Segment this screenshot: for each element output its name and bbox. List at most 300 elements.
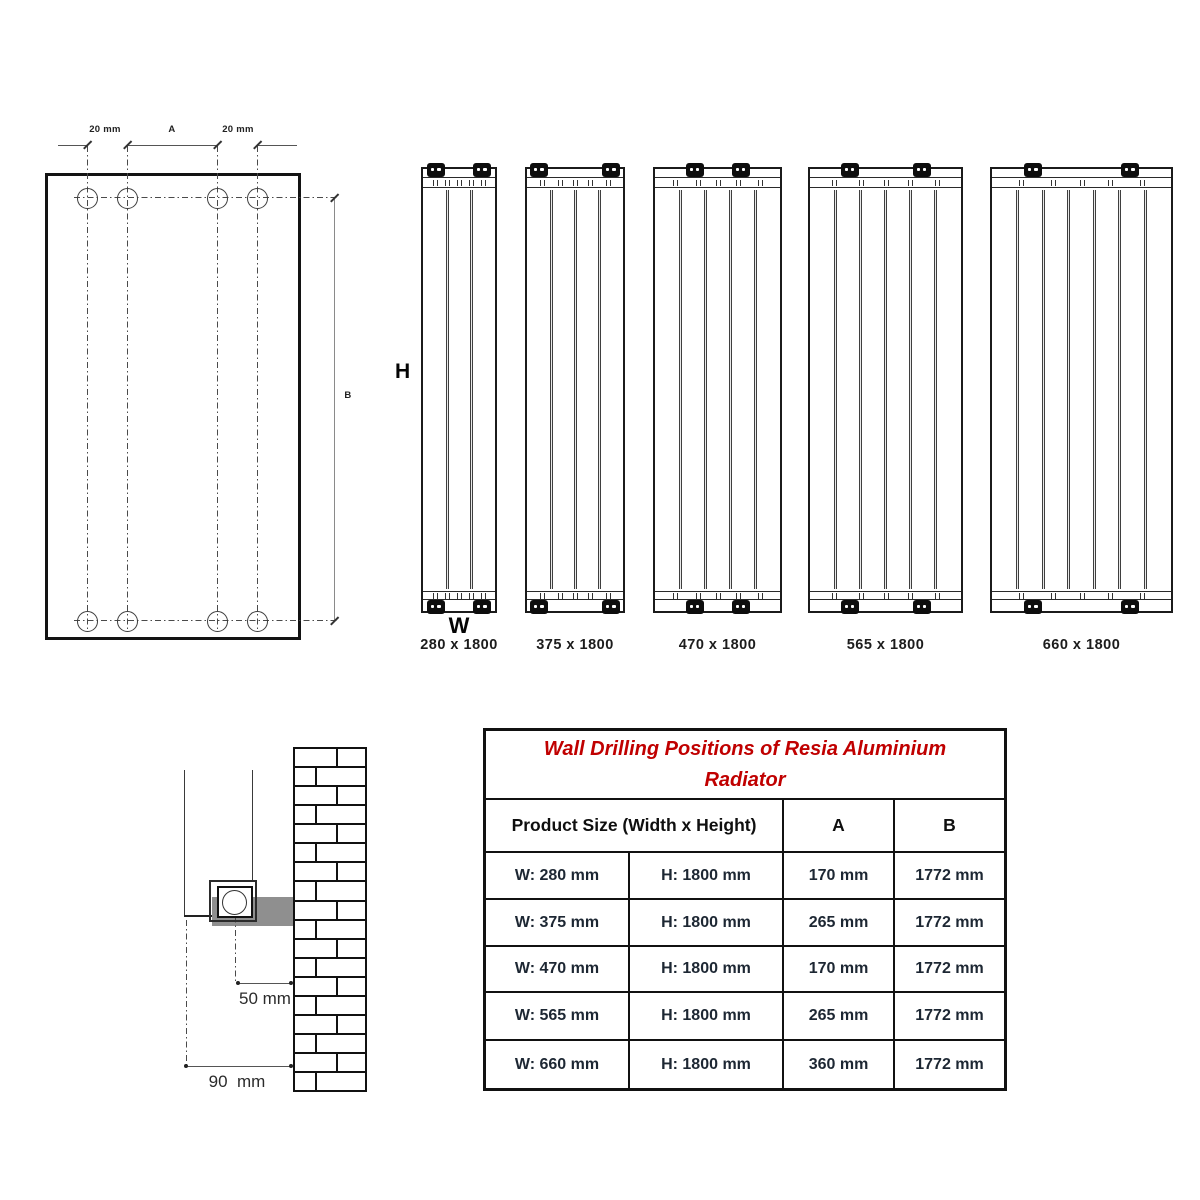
tab-hole-dot bbox=[612, 168, 615, 171]
spec-table bbox=[483, 728, 1007, 1091]
collector-tick bbox=[700, 180, 701, 186]
brick-row bbox=[295, 882, 365, 901]
tab-hole-dot bbox=[1034, 605, 1037, 608]
collector-tick bbox=[588, 593, 589, 599]
collector-tick bbox=[720, 593, 721, 599]
collector-tick bbox=[935, 180, 936, 186]
tube-line bbox=[934, 190, 937, 589]
collector-tick bbox=[859, 180, 860, 186]
collector-tick bbox=[562, 593, 563, 599]
brick-row bbox=[295, 844, 365, 863]
spec-cell-b: 1772 mm bbox=[895, 947, 1004, 993]
collector-tick bbox=[939, 593, 940, 599]
dim-arrow bbox=[236, 981, 240, 985]
drill-hole bbox=[207, 611, 228, 632]
tube-line bbox=[574, 190, 577, 589]
collector-tick bbox=[573, 180, 574, 186]
mounting-tab-icon bbox=[427, 163, 445, 177]
collector-tick bbox=[884, 180, 885, 186]
radiator-body bbox=[653, 167, 782, 613]
spec-cell-b: 1772 mm bbox=[895, 900, 1004, 947]
collector-tick bbox=[908, 180, 909, 186]
collector-tick bbox=[939, 180, 940, 186]
tube-line bbox=[1042, 190, 1045, 589]
tube-line bbox=[598, 190, 601, 589]
mounting-tab-icon bbox=[473, 600, 491, 614]
collector-tick bbox=[836, 180, 837, 186]
collector-tick bbox=[457, 593, 458, 599]
footer-tick-strip bbox=[992, 591, 1171, 600]
collector-tick bbox=[736, 180, 737, 186]
brick-joint bbox=[315, 1035, 317, 1052]
tube-line bbox=[550, 190, 553, 589]
collector-tick bbox=[1080, 593, 1081, 599]
brick-row bbox=[295, 1073, 365, 1090]
tab-hole-dot bbox=[1034, 168, 1037, 171]
collector-tick bbox=[445, 593, 446, 599]
footer-tick-strip bbox=[423, 591, 495, 600]
tab-hole-dot bbox=[534, 605, 537, 608]
radiator-size-label: 375 x 1800 bbox=[536, 637, 614, 653]
tab-hole-dot bbox=[431, 605, 434, 608]
collector-tick bbox=[740, 593, 741, 599]
spec-cell-h: H: 1800 mm bbox=[630, 853, 784, 900]
brick-joint bbox=[315, 921, 317, 938]
tube-line bbox=[1067, 190, 1070, 589]
spec-table-title: Wall Drilling Positions of Resia Aluminium Radiator bbox=[486, 731, 1004, 800]
collector-tick bbox=[461, 180, 462, 186]
spec-cell-w: W: 470 mm bbox=[486, 947, 630, 993]
collector-tick bbox=[1144, 180, 1145, 186]
dim-arrow bbox=[289, 981, 293, 985]
header-line bbox=[527, 177, 623, 178]
mounting-tab-icon bbox=[686, 600, 704, 614]
header-line bbox=[810, 177, 961, 178]
mounting-tab-icon bbox=[602, 600, 620, 614]
radiator-model-375 bbox=[525, 163, 625, 658]
brick-row bbox=[295, 902, 365, 921]
collector-tick bbox=[673, 593, 674, 599]
tab-hole-dot bbox=[437, 168, 440, 171]
collector-tick bbox=[673, 180, 674, 186]
height-axis-label: H bbox=[395, 360, 411, 383]
tube-line bbox=[1093, 190, 1096, 589]
collector-tick bbox=[540, 180, 541, 186]
brick-joint bbox=[315, 768, 317, 785]
mounting-tab-icon bbox=[1121, 163, 1139, 177]
brick-row bbox=[295, 1016, 365, 1035]
brick-row bbox=[295, 997, 365, 1016]
drill-hole bbox=[77, 188, 98, 209]
brick-joint bbox=[315, 844, 317, 861]
collector-tick bbox=[558, 593, 559, 599]
tube-line bbox=[1016, 190, 1019, 589]
dim-line-90mm bbox=[186, 1066, 292, 1067]
spec-cell-a: 265 mm bbox=[784, 900, 895, 947]
collector-tick bbox=[1055, 593, 1056, 599]
spec-cell-a: 170 mm bbox=[784, 947, 895, 993]
collector-tick bbox=[1108, 180, 1109, 186]
header-tick-strip bbox=[527, 179, 623, 188]
collector-tick bbox=[433, 180, 434, 186]
collector-tick bbox=[544, 180, 545, 186]
spec-cell-h: H: 1800 mm bbox=[630, 993, 784, 1041]
tab-hole-dot bbox=[606, 168, 609, 171]
collector-tick bbox=[610, 180, 611, 186]
collector-tick bbox=[485, 593, 486, 599]
collector-tick bbox=[573, 593, 574, 599]
brick-joint bbox=[315, 882, 317, 899]
centerline-bottom-row bbox=[74, 620, 337, 621]
collector-tick bbox=[469, 180, 470, 186]
tab-hole-dot bbox=[612, 605, 615, 608]
dim-line-right-leadin bbox=[257, 145, 297, 146]
tube-line bbox=[884, 190, 887, 589]
collector-tick bbox=[485, 180, 486, 186]
mounting-tab-icon bbox=[602, 163, 620, 177]
radiator-model-660 bbox=[990, 163, 1173, 658]
brick-row bbox=[295, 921, 365, 940]
tab-hole-dot bbox=[917, 605, 920, 608]
header-tick-strip bbox=[992, 179, 1171, 188]
dim-line-left-leadin bbox=[58, 145, 87, 146]
mounting-tab-icon bbox=[732, 163, 750, 177]
centerline-hole-1 bbox=[87, 146, 88, 632]
footer-tick-strip bbox=[810, 591, 961, 600]
drill-hole bbox=[117, 611, 138, 632]
collector-tick bbox=[1023, 593, 1024, 599]
brick-row bbox=[295, 749, 365, 768]
tab-hole-dot bbox=[540, 168, 543, 171]
dim-label-b: B bbox=[344, 390, 352, 401]
centerline-hole-4 bbox=[257, 146, 258, 632]
tab-hole-dot bbox=[477, 605, 480, 608]
brick-joint bbox=[315, 959, 317, 976]
tab-hole-dot bbox=[540, 605, 543, 608]
col-header-b: B bbox=[895, 800, 1004, 853]
tube-line bbox=[1144, 190, 1147, 589]
tube-line bbox=[446, 190, 449, 589]
mounting-tab-icon bbox=[841, 600, 859, 614]
spec-cell-a: 170 mm bbox=[784, 853, 895, 900]
mounting-tab-icon bbox=[686, 163, 704, 177]
mounting-tab-icon bbox=[1024, 163, 1042, 177]
collector-tick bbox=[863, 180, 864, 186]
brick-row bbox=[295, 978, 365, 997]
collector-tick bbox=[433, 593, 434, 599]
brick-row bbox=[295, 1054, 365, 1073]
tab-hole-dot bbox=[483, 168, 486, 171]
collector-tick bbox=[437, 593, 438, 599]
tube-line bbox=[470, 190, 473, 589]
spec-cell-a: 265 mm bbox=[784, 993, 895, 1041]
collector-tick bbox=[437, 180, 438, 186]
spec-cell-w: W: 375 mm bbox=[486, 900, 630, 947]
dim-arrow bbox=[289, 1064, 293, 1068]
collector-tick bbox=[1051, 593, 1052, 599]
brick-joint bbox=[336, 902, 338, 919]
tab-hole-dot bbox=[1028, 605, 1031, 608]
radiator-outline-rect bbox=[45, 173, 301, 640]
collector-tick bbox=[677, 593, 678, 599]
dim-line-b bbox=[334, 198, 335, 621]
collector-tick bbox=[935, 593, 936, 599]
collector-tick bbox=[740, 180, 741, 186]
mounting-tab-icon bbox=[1024, 600, 1042, 614]
brick-row bbox=[295, 787, 365, 806]
brick-joint bbox=[336, 863, 338, 880]
radiator-model-280 bbox=[421, 163, 497, 658]
brick-joint bbox=[336, 1016, 338, 1033]
collector-tick bbox=[1055, 180, 1056, 186]
dim-label-a: A bbox=[168, 124, 176, 135]
collector-tick bbox=[606, 180, 607, 186]
collector-tick bbox=[912, 180, 913, 186]
bracket-clamp bbox=[217, 886, 253, 918]
dim-label-90mm: 90 mm bbox=[208, 1072, 266, 1091]
tab-hole-dot bbox=[1028, 168, 1031, 171]
collector-tick bbox=[577, 180, 578, 186]
radiator-panel-front-line bbox=[184, 770, 186, 916]
collector-tick bbox=[677, 180, 678, 186]
tab-hole-dot bbox=[696, 168, 699, 171]
tab-hole-dot bbox=[923, 605, 926, 608]
mounting-tab-icon bbox=[1121, 600, 1139, 614]
collector-tick bbox=[716, 593, 717, 599]
drill-hole bbox=[247, 188, 268, 209]
tab-hole-dot bbox=[1131, 168, 1134, 171]
collector-tick bbox=[481, 593, 482, 599]
collector-tick bbox=[1051, 180, 1052, 186]
collector-tick bbox=[562, 180, 563, 186]
centerline-hole-3 bbox=[217, 146, 218, 632]
tab-hole-dot bbox=[742, 168, 745, 171]
header-tick-strip bbox=[810, 179, 961, 188]
tab-hole-dot bbox=[1125, 605, 1128, 608]
tube-line bbox=[754, 190, 757, 589]
brick-row bbox=[295, 959, 365, 978]
collector-tick bbox=[445, 180, 446, 186]
collector-tick bbox=[696, 180, 697, 186]
collector-tick bbox=[863, 593, 864, 599]
collector-tick bbox=[577, 593, 578, 599]
collector-tick bbox=[1140, 180, 1141, 186]
tab-hole-dot bbox=[845, 168, 848, 171]
brick-joint bbox=[315, 997, 317, 1014]
radiator-model-470 bbox=[653, 163, 782, 658]
tab-hole-dot bbox=[736, 605, 739, 608]
spec-cell-a: 360 mm bbox=[784, 1041, 895, 1088]
collector-tick bbox=[481, 180, 482, 186]
header-tick-strip bbox=[423, 179, 495, 188]
mounting-tab-icon bbox=[530, 163, 548, 177]
footer-tick-strip bbox=[655, 591, 780, 600]
mounting-tab-icon bbox=[841, 163, 859, 177]
tab-hole-dot bbox=[917, 168, 920, 171]
header-line bbox=[992, 177, 1171, 178]
spec-cell-b: 1772 mm bbox=[915, 1055, 984, 1073]
col-header-a: A bbox=[784, 800, 895, 853]
drill-hole bbox=[77, 611, 98, 632]
collector-tick bbox=[558, 180, 559, 186]
tube-line bbox=[834, 190, 837, 589]
brick-joint bbox=[336, 940, 338, 957]
brick-row bbox=[295, 1035, 365, 1054]
header-tick-strip bbox=[655, 179, 780, 188]
dim-arrow bbox=[184, 1064, 188, 1068]
tube-line bbox=[704, 190, 707, 589]
mounting-tab-icon bbox=[427, 600, 445, 614]
collector-tick bbox=[1080, 180, 1081, 186]
collector-tick bbox=[762, 593, 763, 599]
tube-line bbox=[1118, 190, 1121, 589]
dim-label-50mm: 50 mm bbox=[239, 989, 291, 1008]
dim-label-20mm-right: 20 mm bbox=[222, 124, 254, 135]
collector-tick bbox=[1084, 593, 1085, 599]
brick-joint bbox=[315, 1073, 317, 1090]
brick-joint bbox=[336, 978, 338, 995]
centerline-top-row bbox=[74, 197, 337, 198]
spec-cell-h: H: 1800 mm bbox=[630, 1041, 784, 1088]
collector-tick bbox=[836, 593, 837, 599]
collector-tick bbox=[758, 593, 759, 599]
front-face-witness-line bbox=[186, 920, 187, 1068]
collector-tick bbox=[1112, 593, 1113, 599]
spec-cell-w: W: 565 mm bbox=[486, 993, 630, 1041]
collector-tick bbox=[1112, 180, 1113, 186]
radiator-body bbox=[421, 167, 497, 613]
spec-cell-w: W: 280 mm bbox=[486, 853, 630, 900]
tab-hole-dot bbox=[690, 168, 693, 171]
collector-tick bbox=[859, 593, 860, 599]
tab-hole-dot bbox=[431, 168, 434, 171]
collector-tick bbox=[592, 180, 593, 186]
spec-cell-h: H: 1800 mm bbox=[630, 900, 784, 947]
collector-tick bbox=[610, 593, 611, 599]
tab-hole-dot bbox=[1125, 168, 1128, 171]
collector-tick bbox=[1108, 593, 1109, 599]
collector-tick bbox=[888, 593, 889, 599]
mounting-tab-icon bbox=[732, 600, 750, 614]
drill-hole bbox=[207, 188, 228, 209]
brick-joint bbox=[336, 787, 338, 804]
collector-tick bbox=[540, 593, 541, 599]
tab-hole-dot bbox=[690, 605, 693, 608]
collector-tick bbox=[588, 180, 589, 186]
collector-tick bbox=[457, 180, 458, 186]
drill-hole bbox=[117, 188, 138, 209]
dim-line-a bbox=[127, 145, 217, 146]
collector-tick bbox=[592, 593, 593, 599]
collector-tick bbox=[473, 180, 474, 186]
tab-hole-dot bbox=[923, 168, 926, 171]
brick-joint bbox=[336, 825, 338, 842]
dim-line-50mm bbox=[238, 983, 292, 984]
collector-tick bbox=[700, 593, 701, 599]
tab-hole-dot bbox=[742, 605, 745, 608]
footer-tick-strip bbox=[527, 591, 623, 600]
brick-wall bbox=[293, 747, 367, 1092]
spec-cell-h: H: 1800 mm bbox=[630, 947, 784, 993]
radiator-size-label: 565 x 1800 bbox=[846, 637, 925, 653]
collector-tick bbox=[1023, 180, 1024, 186]
mounting-tab-icon bbox=[473, 163, 491, 177]
collector-tick bbox=[716, 180, 717, 186]
drill-hole bbox=[247, 611, 268, 632]
col-header-product-size: Product Size (Width x Height) bbox=[486, 800, 784, 853]
tab-hole-dot bbox=[736, 168, 739, 171]
width-axis-label: W bbox=[448, 613, 470, 638]
collector-tick bbox=[696, 593, 697, 599]
tab-hole-dot bbox=[845, 605, 848, 608]
collector-tick bbox=[762, 180, 763, 186]
collector-tick bbox=[908, 593, 909, 599]
collector-tick bbox=[544, 593, 545, 599]
brick-joint bbox=[336, 749, 338, 766]
collector-tick bbox=[1140, 593, 1141, 599]
brick-row bbox=[295, 863, 365, 882]
tube-line bbox=[729, 190, 732, 589]
collector-tick bbox=[912, 593, 913, 599]
dim-label-20mm-left: 20 mm bbox=[89, 124, 121, 135]
brick-row bbox=[295, 825, 365, 844]
collector-tick bbox=[469, 593, 470, 599]
collector-tick bbox=[449, 180, 450, 186]
collector-tick bbox=[884, 593, 885, 599]
brick-joint bbox=[336, 1054, 338, 1071]
collector-tick bbox=[606, 593, 607, 599]
tube-line bbox=[679, 190, 682, 589]
centerline-hole-2 bbox=[127, 146, 128, 632]
header-line bbox=[655, 177, 780, 178]
radiator-panel-back-line bbox=[252, 770, 254, 881]
collector-tick bbox=[832, 180, 833, 186]
collector-tick bbox=[758, 180, 759, 186]
tube-cross-section-icon bbox=[222, 890, 247, 915]
mounting-tab-icon bbox=[913, 600, 931, 614]
collector-tick bbox=[461, 593, 462, 599]
radiator-size-label: 470 x 1800 bbox=[678, 637, 757, 653]
tab-hole-dot bbox=[477, 168, 480, 171]
tab-hole-dot bbox=[851, 605, 854, 608]
tab-hole-dot bbox=[851, 168, 854, 171]
collector-tick bbox=[1144, 593, 1145, 599]
brick-row bbox=[295, 940, 365, 959]
tab-hole-dot bbox=[534, 168, 537, 171]
tab-hole-dot bbox=[606, 605, 609, 608]
collector-tick bbox=[832, 593, 833, 599]
collector-tick bbox=[449, 593, 450, 599]
tube-line bbox=[909, 190, 912, 589]
collector-tick bbox=[720, 180, 721, 186]
brick-joint bbox=[315, 806, 317, 823]
collector-tick bbox=[736, 593, 737, 599]
radiator-size-label: 280 x 1800 bbox=[420, 637, 498, 653]
mounting-tab-icon bbox=[913, 163, 931, 177]
tab-hole-dot bbox=[483, 605, 486, 608]
collector-tick bbox=[1084, 180, 1085, 186]
tube-line bbox=[859, 190, 862, 589]
header-line bbox=[423, 177, 495, 178]
spec-cell-b: 1772 mm bbox=[895, 993, 1004, 1041]
tab-hole-dot bbox=[437, 605, 440, 608]
collector-tick bbox=[1019, 593, 1020, 599]
radiator-size-label: 660 x 1800 bbox=[1042, 637, 1121, 653]
spec-cell-w: W: 660 mm bbox=[486, 1041, 630, 1088]
collector-tick bbox=[473, 593, 474, 599]
tab-hole-dot bbox=[1131, 605, 1134, 608]
collector-tick bbox=[888, 180, 889, 186]
